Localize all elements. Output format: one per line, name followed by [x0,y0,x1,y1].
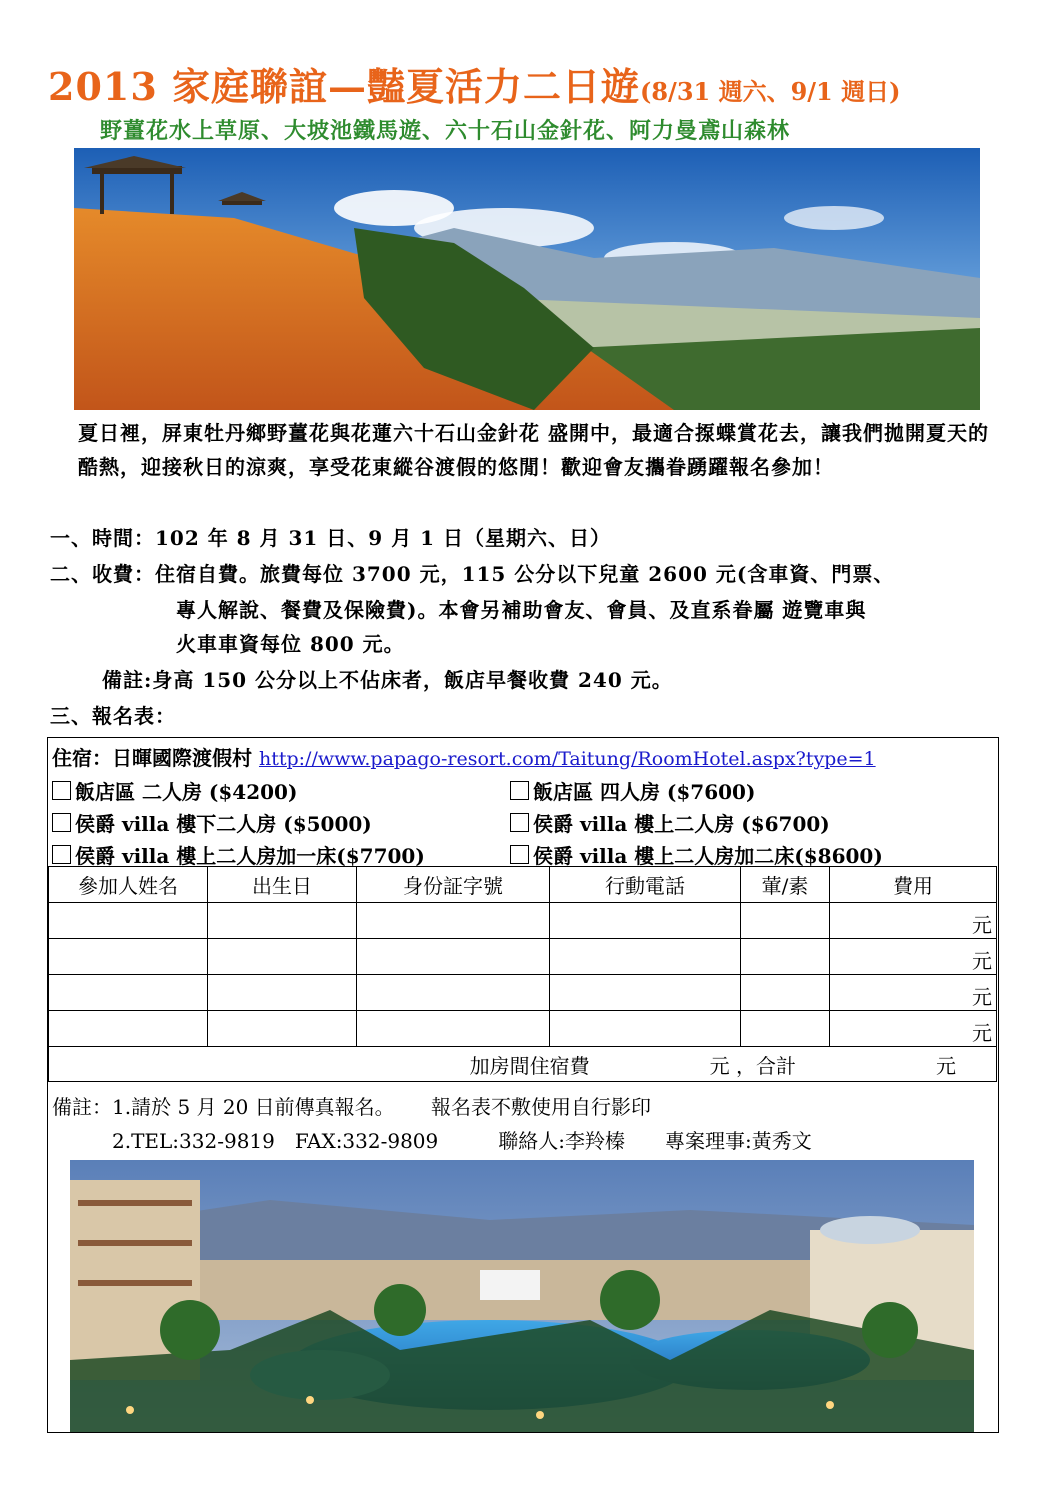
total-line[interactable]: 加房間住宿費 元 ，合計 元 [49,1047,997,1082]
participant-table [48,866,997,1082]
table-row[interactable] [49,1011,997,1047]
section-fee: 二、收費：住宿自費。旅費每位 3700 元，115 公分以下兒童 2600 元(含車資、門票、 [50,562,895,586]
form-notes [52,1090,812,1158]
room-option-5[interactable]: 侯爵 villa 樓上二人房加一床($7700) [52,840,425,869]
table-header [49,867,997,903]
col-id: 身份証字號 [357,867,550,903]
fee-cell[interactable]: 元 [830,939,997,975]
col-birthday: 出生日 [208,867,357,903]
lodging-link[interactable]: http://www.papago-resort.com/Taitung/RoomHotel.aspx?type=1 [258,748,876,770]
col-name: 參加人姓名 [49,867,208,903]
room-option-3[interactable]: 侯爵 villa 樓下二人房 ($5000) [52,808,372,837]
table-row[interactable] [49,939,997,975]
intro-paragraph: 夏日裡，屏東牡丹鄉野薑花與花蓮六十石山金針花 盛開中，最適合揼蝶賞花去，讓我們拋開夏天的酷熱，迎接秋日的涼爽，享受花東縱谷渡假的悠閒！歡迎會友攜眷踴躍報名參加！ [78,421,989,479]
section-remark: 備註:身高 150 公分以上不佔床者，飯店早餐收費 240 元。 [102,668,673,692]
checkbox[interactable] [52,813,71,832]
fee-cell[interactable]: 元 [830,903,997,939]
note-line-2: 2.TEL:332-9819 FAX:332-9809 聯絡人:李羚榛 專案理事:黃秀文 [52,1129,812,1153]
section-time: 一、時間：102 年 8 月 31 日、9 月 1 日（星期六、日） [50,526,612,550]
fee-cell[interactable]: 元 [830,1011,997,1047]
title-dates: (8/31 週六、9/1 週日) [640,77,901,106]
room-option-2[interactable]: 飯店區 四人房 ($7600) [510,776,755,805]
section-form-label: 三、報名表： [50,704,176,728]
table-row[interactable] [49,903,997,939]
col-phone: 行動電話 [550,867,741,903]
subtitle: 野薑花水上草原、大坡池鐵馬遊、六十石山金針花、阿力曼鳶山森林 [100,118,791,144]
checkbox[interactable] [510,813,529,832]
note-line-1: 備註：1.請於 5 月 20 日前傳真報名。 報名表不敷使用自行影印 [52,1095,652,1119]
checkbox[interactable] [510,845,529,864]
fee-cell[interactable]: 元 [830,975,997,1011]
daylily-hill-photo [74,148,980,410]
lodging-line [52,742,876,771]
section-fee-line3: 火車車資每位 800 元。 [176,632,405,656]
section-fee-line2: 專人解說、餐費及保險費)。本會另補助會友、會員、及直系眷屬 遊覽車與 [176,598,867,622]
checkbox[interactable] [52,781,71,800]
title-main: 2013 家庭聯誼—豔夏活力二日遊 [48,64,640,109]
resort-photo [70,1160,974,1432]
col-diet: 葷/素 [741,867,830,903]
page-title [48,56,1008,111]
checkbox[interactable] [52,845,71,864]
lodging-label: 住宿：日暉國際渡假村 [52,746,252,770]
room-option-6[interactable]: 侯爵 villa 樓上二人房加二床($8600) [510,840,883,869]
table-row[interactable] [49,975,997,1011]
checkbox[interactable] [510,781,529,800]
col-fee: 費用 [830,867,997,903]
total-row[interactable] [49,1047,997,1082]
room-option-4[interactable]: 侯爵 villa 樓上二人房 ($6700) [510,808,830,837]
room-option-1[interactable]: 飯店區 二人房 ($4200) [52,776,297,805]
